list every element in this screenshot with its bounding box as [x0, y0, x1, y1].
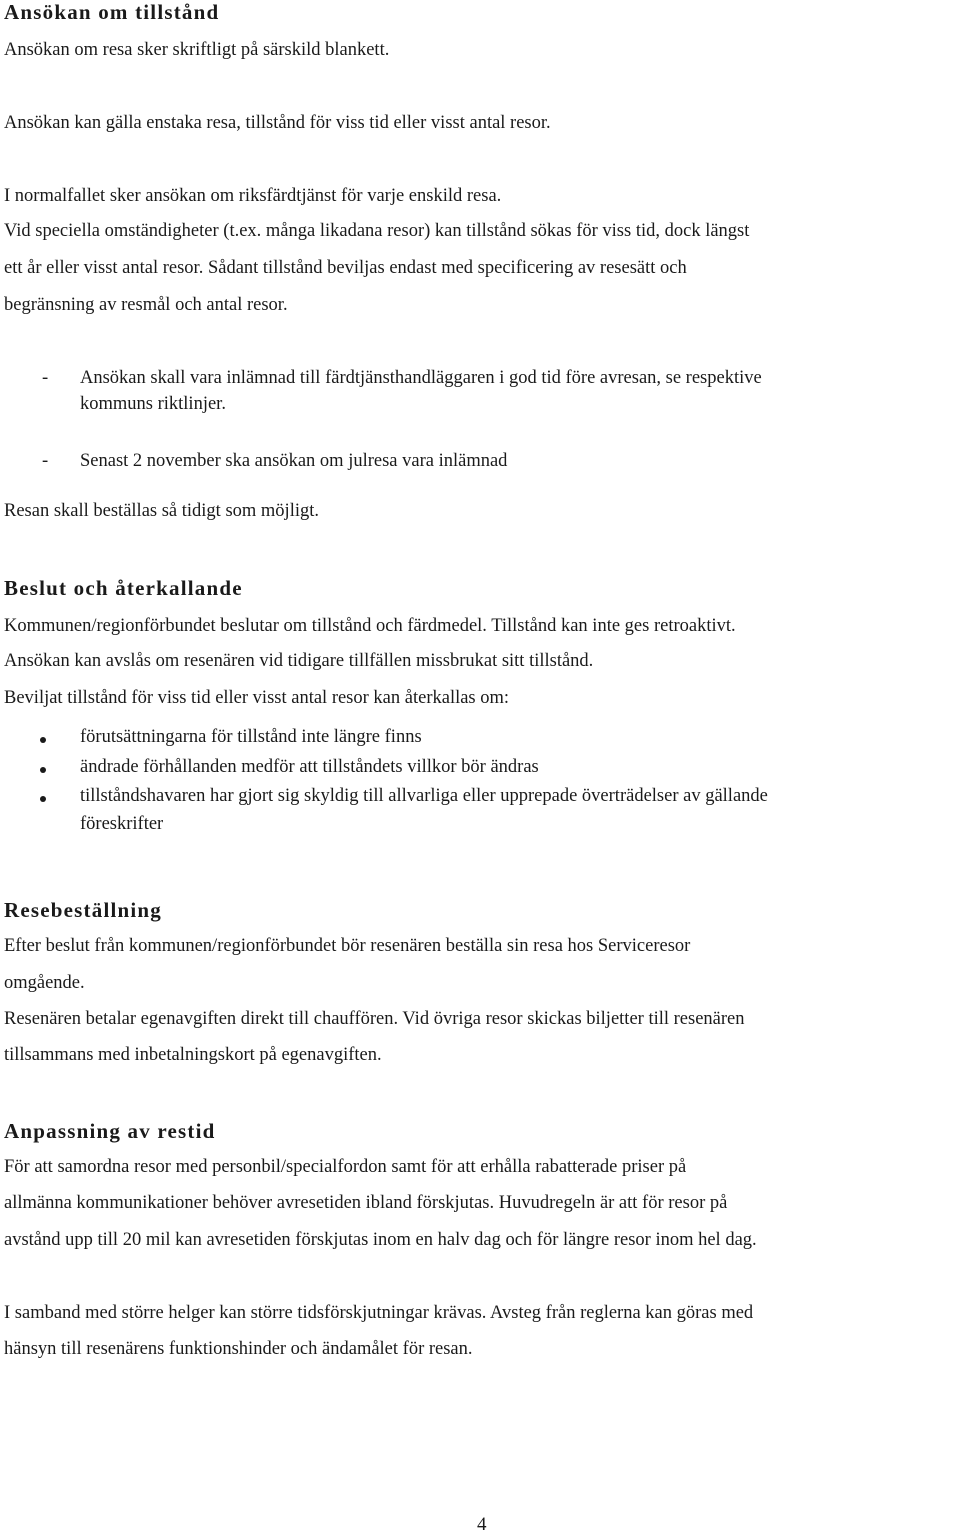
paragraph-line: I normalfallet sker ansökan om riksfärdtjänst för varje enskild resa. — [4, 186, 502, 206]
section-heading-beslut: Beslut och återkallande — [4, 576, 243, 600]
paragraph-line: Ansökan kan gälla enstaka resa, tillstånd för viss tid eller visst antal resor. — [4, 113, 551, 133]
page-number: 4 — [477, 1514, 487, 1535]
paragraph-line: begränsning av resmål och antal resor. — [4, 295, 288, 315]
document-page — [4, 0, 956, 1536]
paragraph-line: tillsammans med inbetalningskort på egenavgiften. — [4, 1045, 382, 1065]
paragraph-line: Ansökan om resa sker skriftligt på särskild blankett. — [4, 40, 390, 60]
paragraph-line: Vid speciella omständigheter (t.ex. många likadana resor) kan tillstånd sökas för viss tid, dock längst — [4, 221, 750, 241]
bullet-icon — [40, 767, 46, 773]
paragraph-line: Resenären betalar egenavgiften direkt till chauffören. Vid övriga resor skickas biljetter till resenären — [4, 1009, 745, 1029]
section-heading-resebestallning: Resebeställning — [4, 898, 163, 922]
bullet-icon — [40, 796, 46, 802]
paragraph-line: avstånd upp till 20 mil kan avresetiden förskjutas inom en halv dag och för längre resor inom hel dag. — [4, 1230, 757, 1250]
bullet-item: ändrade förhållanden medför att tillståndets villkor bör ändras — [80, 757, 539, 777]
section-heading-ansokan: Ansökan om tillstånd — [4, 0, 220, 24]
bullet-item: tillståndshavaren har gjort sig skyldig till allvarliga eller upprepade överträdelser av gällande — [80, 786, 768, 806]
paragraph-line: ett år eller visst antal resor. Sådant tillstånd beviljas endast med specificering av resesätt och — [4, 258, 687, 278]
dash-marker: - — [42, 368, 49, 388]
paragraph-line: Kommunen/regionförbundet beslutar om tillstånd och färdmedel. Tillstånd kan inte ges retroaktivt. — [4, 616, 736, 636]
section-heading-anpassning: Anpassning av restid — [4, 1119, 216, 1143]
dash-item-line: kommuns riktlinjer. — [80, 394, 226, 414]
dash-item-line: Senast 2 november ska ansökan om julresa vara inlämnad — [80, 451, 508, 471]
paragraph-line: För att samordna resor med personbil/specialfordon samt för att erhålla rabatterade priser på — [4, 1157, 687, 1177]
paragraph-line: allmänna kommunikationer behöver avresetiden ibland förskjutas. Huvudregeln är att för resor på — [4, 1193, 728, 1213]
paragraph-line: Ansökan kan avslås om resenären vid tidigare tillfällen missbrukat sitt tillstånd. — [4, 651, 594, 671]
bullet-item-continuation: föreskrifter — [80, 814, 164, 834]
paragraph-line: hänsyn till resenärens funktionshinder och ändamålet för resan. — [4, 1339, 473, 1359]
paragraph-line: omgående. — [4, 973, 85, 993]
paragraph-line: Beviljat tillstånd för viss tid eller visst antal resor kan återkallas om: — [4, 688, 510, 708]
dash-marker: - — [42, 451, 49, 471]
paragraph-line: I samband med större helger kan större tidsförskjutningar krävas. Avsteg från reglerna kan göras med — [4, 1303, 754, 1323]
paragraph-line: Resan skall beställas så tidigt som möjligt. — [4, 501, 319, 521]
paragraph-line: Efter beslut från kommunen/regionförbundet bör resenären beställa sin resa hos Serviceresor — [4, 936, 691, 956]
dash-item-line: Ansökan skall vara inlämnad till färdtjänsthandläggaren i god tid före avresan, se respektive — [80, 368, 762, 388]
bullet-item: förutsättningarna för tillstånd inte längre finns — [80, 727, 422, 747]
bullet-icon — [40, 737, 46, 743]
